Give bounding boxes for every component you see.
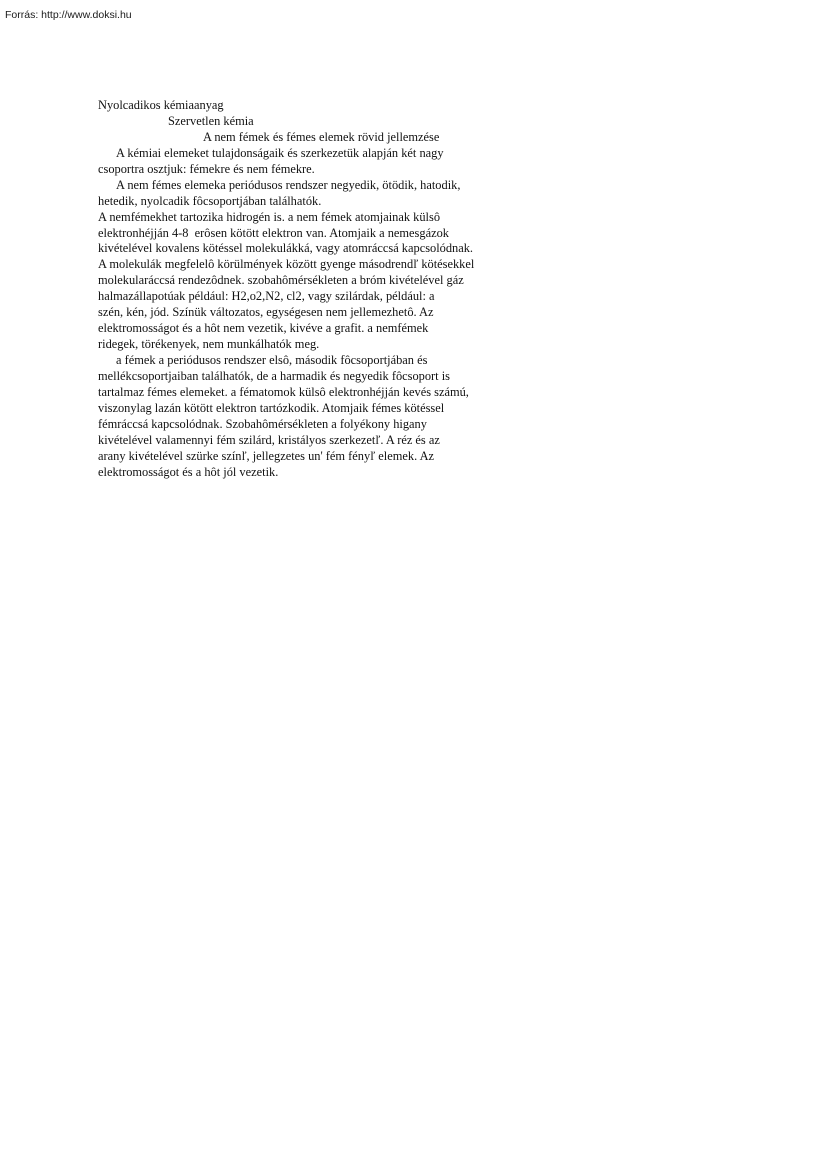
- document-subtitle: Szervetlen kémia: [168, 113, 254, 128]
- document-title: Nyolcadikos kémiaanyag: [98, 98, 224, 112]
- text-line: molekularáccsá rendezôdnek. szobahômérsékleten a bróm kivételével gáz: [98, 273, 464, 288]
- text-line: elektromosságot és a hôt jól vezetik.: [98, 464, 279, 479]
- source-watermark: Forrás: http://www.doksi.hu: [5, 9, 132, 21]
- text-line: fémráccsá kapcsolódnak. Szobahômérsékleten a folyékony higany: [98, 416, 427, 431]
- text-line: A nem fémes elemeka periódusos rendszer negyedik, ötödik, hatodik,: [116, 177, 461, 192]
- text-line: tartalmaz fémes elemeket. a fématomok külsô elektronhéjján kevés számú,: [98, 384, 469, 399]
- text-line: arany kivételével szürke színľ, jellegzetes un' fém fényľ elemek. Az: [98, 448, 435, 463]
- document-body: [98, 98, 538, 481]
- text-line: szén, kén, jód. Színük változatos, egységesen nem jellemezhetô. Az: [98, 305, 434, 320]
- text-line: kivételével valamennyi fém szilárd, kristályos szerkezetľ. A réz és az: [98, 432, 440, 447]
- section-heading: A nem fémek és fémes elemek rövid jellemzése: [203, 129, 440, 144]
- text-line: A molekulák megfelelô körülmények között gyenge másodrendľ kötésekkel: [98, 257, 475, 272]
- text-line: elektronhéjján 4-8 erôsen kötött elektron van. Atomjaik a nemesgázok: [98, 225, 449, 240]
- text-line: ridegek, törékenyek, nem munkálhatók meg.: [98, 337, 320, 352]
- text-line: A kémiai elemeket tulajdonságaik és szerkezetük alapján két nagy: [116, 145, 444, 160]
- text-line: viszonylag lazán kötött elektron tartózkodik. Atomjaik fémes kötéssel: [98, 400, 445, 415]
- text-line: hetedik, nyolcadik fôcsoportjában találhatók.: [98, 193, 322, 208]
- text-line: mellékcsoportjaiban találhatók, de a harmadik és negyedik fôcsoport is: [98, 368, 450, 383]
- text-line: A nemfémekhet tartozika hidrogén is. a nem fémek atomjainak külsô: [98, 209, 441, 224]
- text-line: elektromosságot és a hôt nem vezetik, kivéve a grafit. a nemfémek: [98, 321, 429, 336]
- text-line: a fémek a periódusos rendszer elsô, második fôcsoportjában és: [116, 353, 428, 367]
- text-line: kivételével kovalens kötéssel molekulákká, vagy atomráccsá kapcsolódnak.: [98, 241, 474, 256]
- text-line: csoportra osztjuk: fémekre és nem fémekre.: [98, 161, 315, 176]
- text-line: halmazállapotúak például: H2,o2,N2, cl2, vagy szilárdak, például: a: [98, 289, 435, 304]
